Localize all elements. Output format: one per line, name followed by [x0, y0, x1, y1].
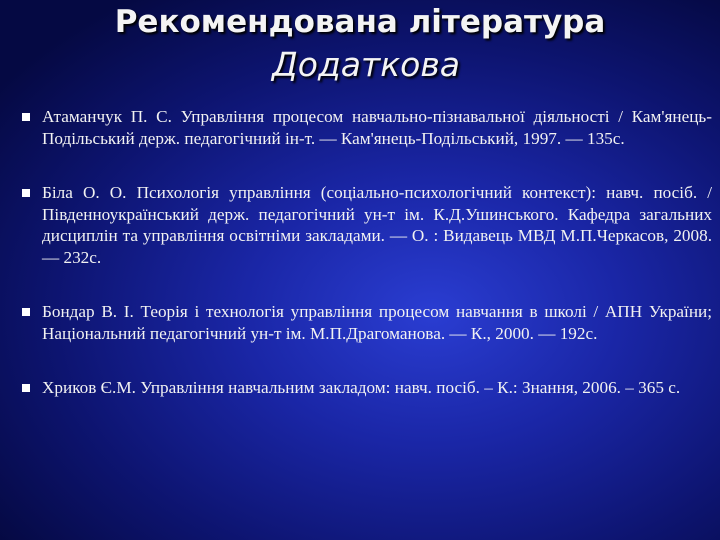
reference-item [22, 106, 712, 149]
slide-title: Рекомендована література [114, 4, 606, 40]
slide-subtitle: Додаткова [271, 45, 461, 84]
reference-text: Атаманчук П. С. Управління процесом навчально-пізнавальної діяльності / Кам'янець- Подільський держ. педагогічний ін-т. — Кам'янець-Подільський, 1997. — 135с. [42, 107, 712, 148]
reference-text: Біла О. О. Психологія управління (соціально-психологічний контекст): навч. посіб. / Південноукраїнський держ. педагогічний ун-т ім. К.Д.Ушинського. Кафедра загальних дисциплін та управління освітніми закладами. — О. : Видавець МВД М.П.Черкасов, 2008. — 232с. [42, 183, 712, 267]
square-bullet-icon [22, 384, 30, 392]
reference-item [22, 377, 712, 399]
square-bullet-icon [22, 189, 30, 197]
reference-item [22, 182, 712, 268]
square-bullet-icon [22, 308, 30, 316]
square-bullet-icon [22, 113, 30, 121]
reference-text: Бондар В. І. Теорія і технологія управління процесом навчання в школі / АПН України; Національний педагогічний ун-т ім. М.П.Драгоманова. — К., 2000. — 192с. [42, 302, 712, 343]
reference-item [22, 301, 712, 344]
reference-text: Хриков Є.М. Управління навчальним закладом: навч. посіб. – К.: Знання, 2006. – 365 с. [42, 378, 681, 397]
reference-list [22, 106, 712, 432]
